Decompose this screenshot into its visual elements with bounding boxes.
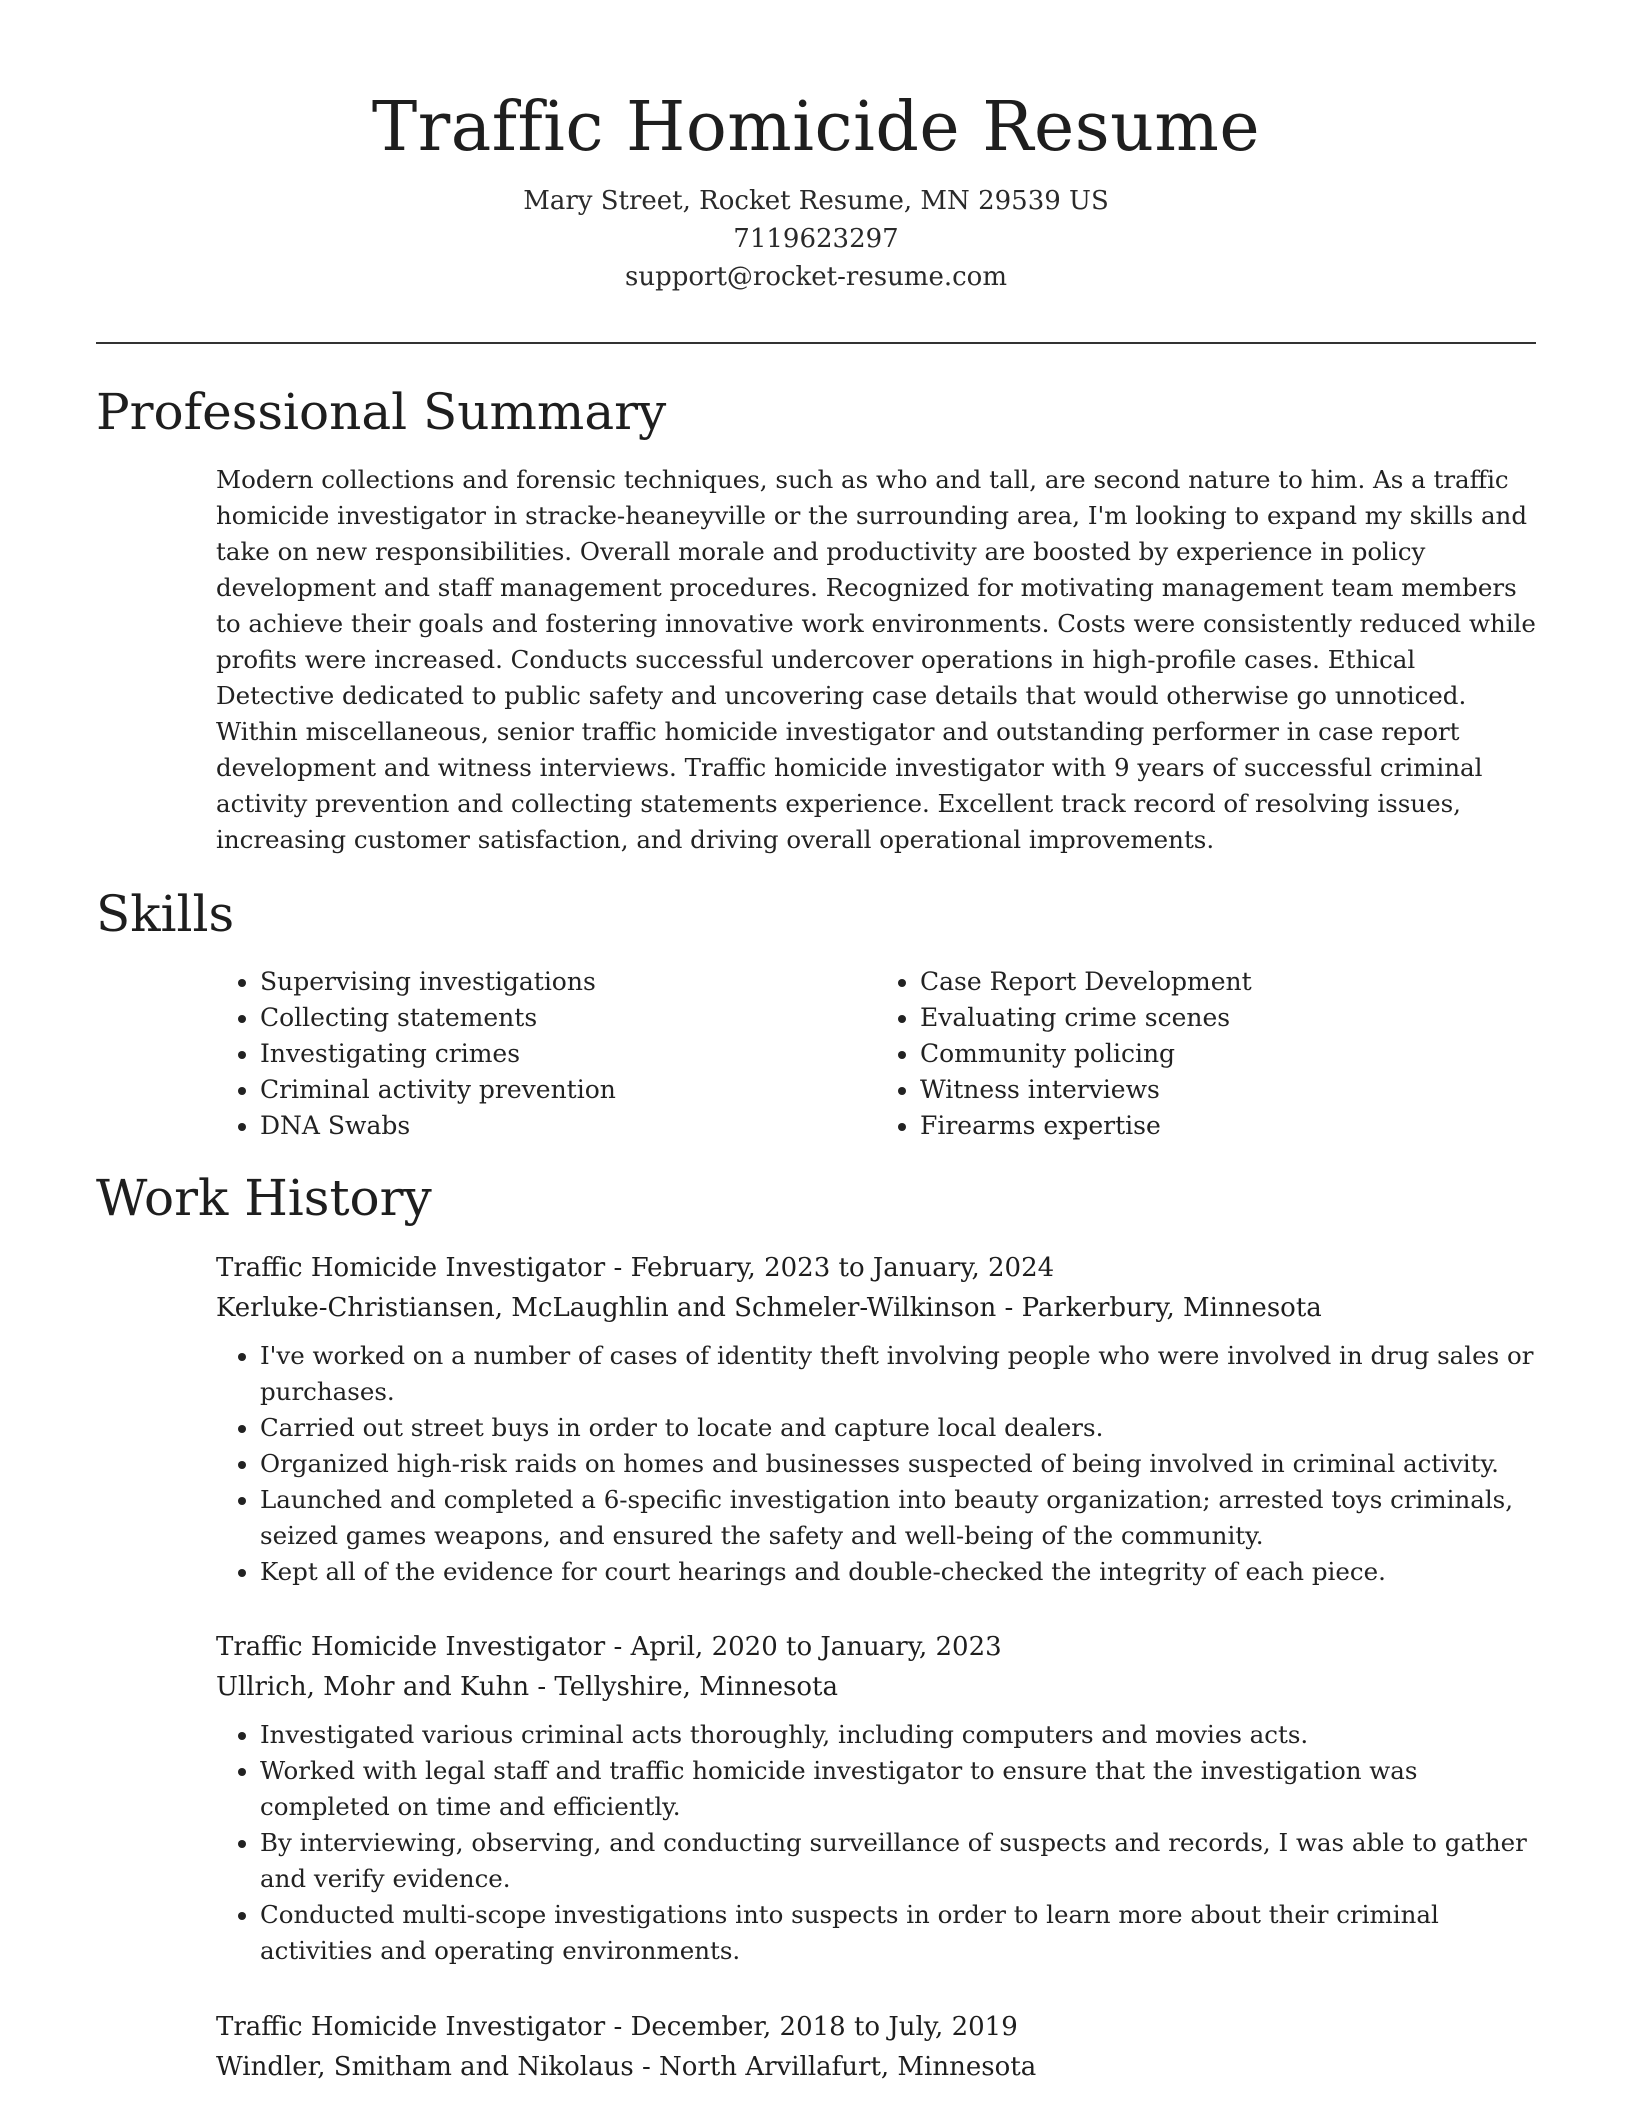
skill-item: • Community policing <box>920 1036 1536 1072</box>
job-title: Traffic Homicide Investigator <box>216 1253 606 1283</box>
job-title: Traffic Homicide Investigator <box>216 1632 606 1662</box>
skill-item: • Criminal activity prevention <box>260 1072 876 1108</box>
skill-item: • Witness interviews <box>920 1072 1536 1108</box>
skill-item: • DNA Swabs <box>260 1108 876 1144</box>
skills-list-left <box>216 964 876 1144</box>
job-bullet: • Kept all of the evidence for court hearings and double-checked the integrity of each piece. <box>260 1554 1536 1590</box>
job-location: Parkerbury, Minnesota <box>1021 1293 1322 1323</box>
job-company-line: Windler, Smitham and Nikolaus - North Arvillafurt, Minnesota <box>216 2052 1037 2082</box>
job-entry <box>216 1248 1536 1590</box>
job-company: Kerluke-Christiansen, McLaughlin and Schmeler-Wilkinson <box>216 1293 997 1323</box>
job-bullet: • Carried out street buys in order to locate and capture local dealers. <box>260 1410 1536 1446</box>
job-company-line: Kerluke-Christiansen, McLaughlin and Schmeler-Wilkinson - Parkerbury, Minnesota <box>216 1293 1322 1323</box>
skills-heading: Skills <box>96 885 235 943</box>
job-title-line: Traffic Homicide Investigator - April, 2020 to January, 2023 <box>216 1632 1002 1662</box>
job-company: Ullrich, Mohr and Kuhn <box>216 1672 530 1702</box>
job-bullets <box>216 1717 1536 1969</box>
job-bullet: • Worked with legal staff and traffic homicide investigator to ensure that the investigation was completed on time and efficiently. <box>260 1753 1536 1825</box>
header-divider <box>96 342 1536 344</box>
job-dates: February, 2023 to January, 2024 <box>630 1253 1055 1283</box>
skills-list-right <box>876 964 1536 1144</box>
job-location: Tellyshire, Minnesota <box>554 1672 838 1702</box>
skill-item: • Case Report Development <box>920 964 1536 1000</box>
contact-address: Mary Street, Rocket Resume, MN 29539 US <box>523 186 1109 216</box>
contact-phone: 7119623297 <box>733 224 899 254</box>
job-dates: December, 2018 to July, 2019 <box>630 2012 1018 2042</box>
job-entry <box>216 2007 1536 2087</box>
summary-heading: Professional Summary <box>96 383 667 441</box>
job-dates: April, 2020 to January, 2023 <box>630 1632 1002 1662</box>
resume-header <box>0 0 1632 296</box>
job-title: Traffic Homicide Investigator <box>216 2012 606 2042</box>
job-location: North Arvillafurt, Minnesota <box>659 2052 1037 2082</box>
job-bullet: • I've worked on a number of cases of identity theft involving people who were involved in drug sales or purchases. <box>260 1338 1536 1410</box>
job-company: Windler, Smitham and Nikolaus <box>216 2052 634 2082</box>
job-bullet: • Conducted multi-scope investigations into suspects in order to learn more about their criminal activities and operating environments. <box>260 1897 1536 1969</box>
contact-email: support@rocket-resume.com <box>624 262 1007 292</box>
skill-item: • Evaluating crime scenes <box>920 1000 1536 1036</box>
skill-item: • Firearms expertise <box>920 1108 1536 1144</box>
resume-title: Traffic Homicide Resume <box>371 88 1261 167</box>
job-bullet: • Investigated various criminal acts thoroughly, including computers and movies acts. <box>260 1717 1536 1753</box>
job-bullets <box>216 1338 1536 1590</box>
contact-block <box>0 182 1632 296</box>
job-title-line: Traffic Homicide Investigator - December, 2018 to July, 2019 <box>216 2012 1018 2042</box>
skill-item: • Collecting statements <box>260 1000 876 1036</box>
skill-item: • Investigating crimes <box>260 1036 876 1072</box>
job-bullet: • Launched and completed a 6-specific investigation into beauty organization; arrested toys criminals, seized games weapons, and ensured the safety and well-being of the community. <box>260 1482 1536 1554</box>
summary-text: Modern collections and forensic techniques, such as who and tall, are second nature to him. As a traffic homicide investigator in stracke-heaneyville or the surrounding area, I'm looking to expand my skills and take on new responsibilities. Overall morale and productivity are boosted by experience in policy development and staff management procedures. Recognized for motivating management team members to achieve their goals and fostering innovative work environments. Costs were consistently reduced while profits were increased. Conducts successful undercover operations in high-profile cases. Ethical Detective dedicated to public safety and uncovering case details that would otherwise go unnoticed. Within miscellaneous, senior traffic homicide investigator and outstanding performer in case report development and witness interviews. Traffic homicide investigator with 9 years of successful criminal activity prevention and collecting statements experience. Excellent track record of resolving issues, increasing customer satisfaction, and driving overall operational improvements. <box>216 465 1536 854</box>
job-company-line: Ullrich, Mohr and Kuhn - Tellyshire, Minnesota <box>216 1672 838 1702</box>
job-bullet: • By interviewing, observing, and conducting surveillance of suspects and records, I was able to gather and verify evidence. <box>260 1825 1536 1897</box>
work-history-heading: Work History <box>96 1169 432 1227</box>
job-title-line: Traffic Homicide Investigator - February, 2023 to January, 2024 <box>216 1253 1055 1283</box>
job-entry <box>216 1627 1536 1969</box>
summary-section <box>216 462 1536 858</box>
job-bullet: • Organized high-risk raids on homes and businesses suspected of being involved in criminal activity. <box>260 1446 1536 1482</box>
skills-section <box>216 964 1536 1144</box>
skill-item: • Supervising investigations <box>260 964 876 1000</box>
